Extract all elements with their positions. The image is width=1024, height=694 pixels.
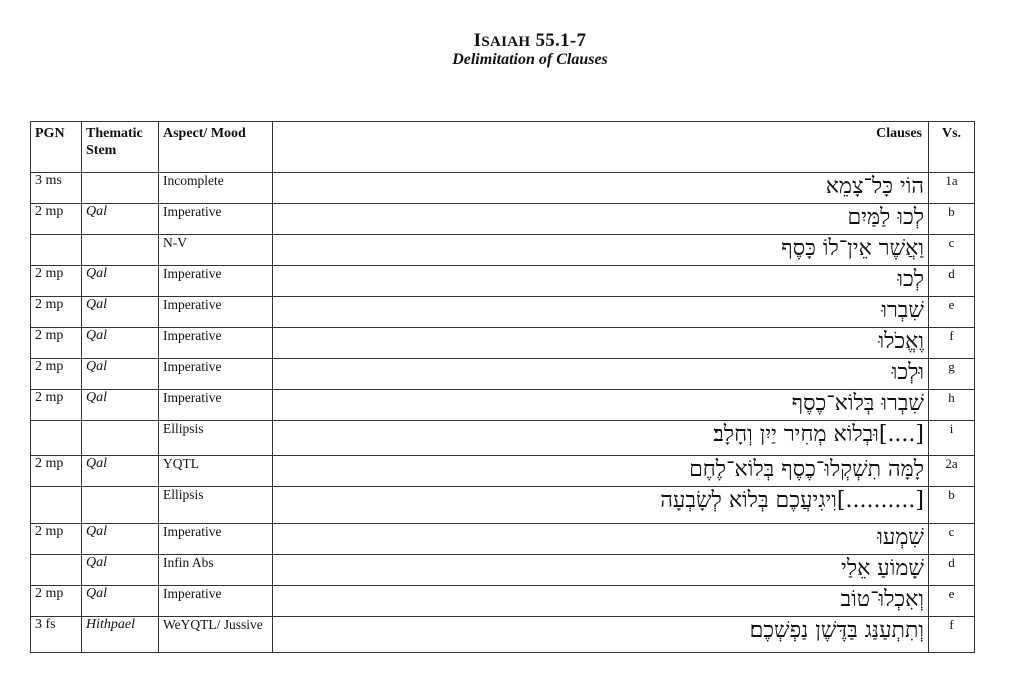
pgn-cell: 2 mp (31, 390, 82, 421)
table-body (31, 173, 975, 653)
aspect-cell: Imperative (159, 328, 273, 359)
stem-cell: Qal (82, 390, 159, 421)
table-row (31, 586, 975, 617)
pgn-cell: 3 fs (31, 617, 82, 653)
pgn-cell: 2 mp (31, 204, 82, 235)
clause-cell: לְכוּ לַמַּיִם (273, 204, 929, 235)
verse-cell: d (929, 266, 975, 297)
table-row (31, 617, 975, 653)
aspect-cell: Imperative (159, 359, 273, 390)
verse-cell: i (929, 421, 975, 456)
aspect-cell: Infin Abs (159, 555, 273, 586)
verse-cell: e (929, 586, 975, 617)
verse-cell: 2a (929, 456, 975, 487)
stem-cell (82, 235, 159, 266)
clause-cell: [..........]וִיגִיעֲכֶם בְּלוֹא לְשָׂבְעָה (273, 487, 929, 524)
pgn-cell: 2 mp (31, 456, 82, 487)
table-row (31, 359, 975, 390)
aspect-cell: Imperative (159, 266, 273, 297)
aspect-cell: Ellipsis (159, 487, 273, 524)
clause-cell: שִׁמְעוּ (273, 524, 929, 555)
table-row (31, 297, 975, 328)
clause-cell: וְאִכְלוּ־טוֹב (273, 586, 929, 617)
clause-cell: שִׁבְרוּ בְּלוֹא־כֶסֶף (273, 390, 929, 421)
verse-cell: f (929, 328, 975, 359)
header-aspect-mood: Aspect/ Mood (159, 122, 273, 173)
table-row (31, 266, 975, 297)
verse-cell: d (929, 555, 975, 586)
stem-cell: Qal (82, 359, 159, 390)
document-title (0, 30, 1024, 52)
stem-cell: Qal (82, 266, 159, 297)
clause-cell: וַאֲשֶׁר אֵין־לוֹ כָּסֶף (273, 235, 929, 266)
stem-cell: Qal (82, 456, 159, 487)
clause-cell: לָמָּה תִשְׁקְלוּ־כֶסֶף בְּלוֹא־לֶחֶם (273, 456, 929, 487)
header-verse: Vs. (929, 122, 975, 173)
title-initial: I (473, 30, 482, 51)
stem-cell (82, 487, 159, 524)
aspect-cell: Incomplete (159, 173, 273, 204)
clause-cell: שִׁבְרוּ (273, 297, 929, 328)
stem-cell: Qal (82, 297, 159, 328)
title-reference: 55.1-7 (530, 30, 587, 51)
pgn-cell: 2 mp (31, 297, 82, 328)
table-row (31, 328, 975, 359)
aspect-cell: Ellipsis (159, 421, 273, 456)
stem-cell: Qal (82, 524, 159, 555)
table-row (31, 173, 975, 204)
table-row (31, 456, 975, 487)
pgn-cell (31, 555, 82, 586)
clause-cell: שָׁמוֹעַ אֵלַי (273, 555, 929, 586)
header-thematic-stem: Thematic Stem (82, 122, 159, 173)
header-pgn: PGN (31, 122, 82, 173)
aspect-cell: YQTL (159, 456, 273, 487)
table-row (31, 390, 975, 421)
aspect-cell: Imperative (159, 524, 273, 555)
pgn-cell: 2 mp (31, 266, 82, 297)
verse-cell: 1a (929, 173, 975, 204)
clause-cell: וֶאֱכֹלוּ (273, 328, 929, 359)
stem-cell (82, 421, 159, 456)
header-row (31, 122, 975, 173)
stem-cell (82, 173, 159, 204)
aspect-cell: Imperative (159, 390, 273, 421)
stem-cell: Qal (82, 555, 159, 586)
header-clauses: Clauses (273, 122, 929, 173)
verse-cell: c (929, 524, 975, 555)
aspect-cell: WeYQTL/ Jussive (159, 617, 273, 653)
document-subtitle: Delimitation of Clauses (452, 51, 608, 68)
table-row (31, 555, 975, 586)
pgn-cell (31, 235, 82, 266)
stem-cell: Qal (82, 204, 159, 235)
pgn-cell (31, 487, 82, 524)
title-smallcaps: SAIAH (481, 34, 531, 50)
clauses-table (30, 121, 975, 653)
pgn-cell: 2 mp (31, 586, 82, 617)
clause-cell: וְתִתְעַנַּג בַּדֶּשֶׁן נַפְשְׁכֶם׃ (273, 617, 929, 653)
table-row (31, 487, 975, 524)
clause-cell: הוֹי כָּל־צָמֵא (273, 173, 929, 204)
verse-cell: b (929, 487, 975, 524)
pgn-cell: 2 mp (31, 359, 82, 390)
pgn-cell: 2 mp (31, 524, 82, 555)
table-row (31, 421, 975, 456)
pgn-cell: 3 ms (31, 173, 82, 204)
aspect-cell: Imperative (159, 586, 273, 617)
clause-cell: וּלְכוּ (273, 359, 929, 390)
pgn-cell: 2 mp (31, 328, 82, 359)
clause-cell: [....]וּבְלוֹא מְחִיר יַיִן וְחָלָב׃ (273, 421, 929, 456)
verse-cell: h (929, 390, 975, 421)
verse-cell: e (929, 297, 975, 328)
table-row (31, 204, 975, 235)
clause-cell: לְכוּ (273, 266, 929, 297)
verse-cell: b (929, 204, 975, 235)
aspect-cell: Imperative (159, 297, 273, 328)
verse-cell: f (929, 617, 975, 653)
pgn-cell (31, 421, 82, 456)
table-row (31, 524, 975, 555)
stem-cell: Qal (82, 586, 159, 617)
verse-cell: g (929, 359, 975, 390)
verse-cell: c (929, 235, 975, 266)
stem-cell: Qal (82, 328, 159, 359)
stem-cell: Hithpael (82, 617, 159, 653)
table-row (31, 235, 975, 266)
aspect-cell: N-V (159, 235, 273, 266)
aspect-cell: Imperative (159, 204, 273, 235)
